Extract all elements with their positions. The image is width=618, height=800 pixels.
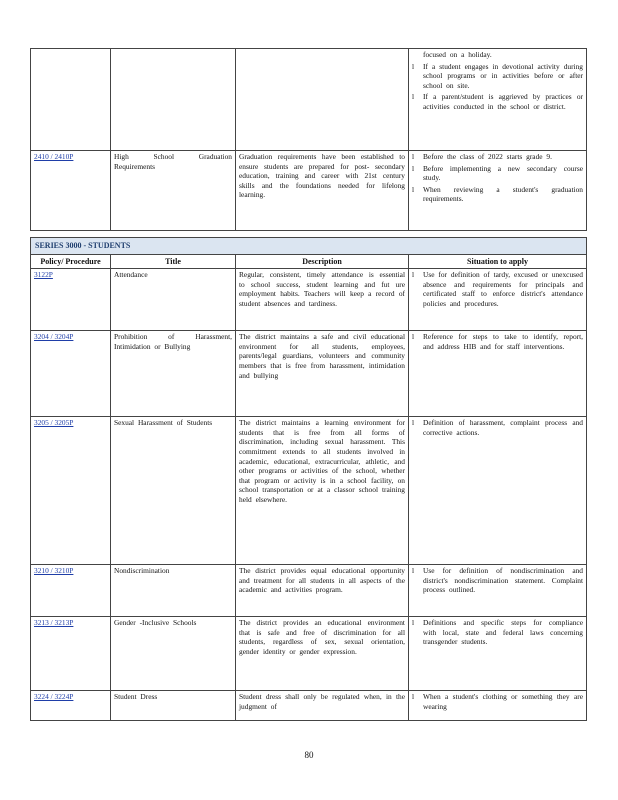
situation-list	[412, 566, 583, 595]
situation-cell	[409, 691, 587, 721]
policy-description	[236, 49, 409, 151]
policy-link[interactable]: 3204 / 3204P	[34, 332, 74, 342]
table-row	[31, 417, 587, 565]
policy-title: High School Graduation Requirements	[111, 151, 236, 231]
policy-cell	[31, 417, 111, 565]
situation-item: l If a parent/student is aggrieved by practices or activities conducted in the school or district.	[412, 92, 583, 111]
table-row	[31, 151, 587, 231]
policy-description: The district provides an educational environment that is safe and free of discrimination for all students, regardless of sex, sexual orientation, gender identity or gender expression.	[236, 617, 409, 691]
situation-list	[412, 50, 583, 112]
situation-list	[412, 152, 583, 204]
policy-cell	[31, 49, 111, 151]
policy-cell	[31, 331, 111, 417]
table-row	[31, 331, 587, 417]
table-row	[31, 269, 587, 331]
situation-cell	[409, 565, 587, 617]
policy-cell	[31, 565, 111, 617]
policy-title	[111, 49, 236, 151]
policy-link[interactable]: 2410 / 2410P	[34, 152, 74, 161]
table-row	[31, 49, 587, 151]
table-row	[31, 691, 587, 721]
situation-item: focused on a holiday.	[423, 50, 492, 59]
table-row	[31, 565, 587, 617]
policy-description: The district provides equal educational opportunity and treatment for all students in all aspects of the academic and activities program.	[236, 565, 409, 617]
policy-link[interactable]: 3205 / 3205P	[34, 418, 74, 428]
situation-list	[412, 270, 583, 308]
policy-cell	[31, 617, 111, 691]
policy-title: Gender -Inclusive Schools	[111, 617, 236, 691]
policy-title: Sexual Harassment of Students	[111, 417, 236, 565]
situation-cell	[409, 417, 587, 565]
situation-item: l Use for definition of nondiscrimination and district's nondiscrimination statement. Complaint process outlined.	[412, 566, 583, 595]
situation-item: l When a student's clothing or something they are wearing	[412, 692, 583, 711]
policy-title: Nondiscrimination	[111, 565, 236, 617]
col-header-title: Title	[111, 254, 236, 269]
situation-item: l If a student engages in devotional activity during school programs or in activities before or after school on site.	[412, 62, 583, 91]
series-heading: SERIES 3000 - STUDENTS	[31, 238, 587, 255]
situation-item: l Reference for steps to take to identify, report, and address HIB and for staff interventions.	[412, 332, 583, 351]
situation-item: l When reviewing a student's graduation requirements.	[412, 185, 583, 204]
policy-title: Prohibition of Harassment, Intimidation or Bullying	[111, 331, 236, 417]
situation-cell	[409, 151, 587, 231]
page-number: 80	[304, 750, 314, 760]
policy-title: Student Dress	[111, 691, 236, 721]
students-series-table	[30, 237, 587, 721]
situation-list	[412, 332, 583, 351]
col-header-description: Description	[236, 254, 409, 269]
policy-description: The district maintains a learning environment for students that is free from all forms of discrimination, including sexual harassment. This commitment extends to all students involved in academic, educational, extracurricular, athletic, and other programs or activities of the school, whether that program or activity is in a school facility, on school transportation or at a classor school training held elsewhere.	[236, 417, 409, 565]
policy-link[interactable]: 3213 / 3213P	[34, 618, 74, 628]
situation-item: l Definitions and specific steps for compliance with local, state and federal laws concerning transgender students.	[412, 618, 583, 647]
policy-description: Graduation requirements have been established to ensure students are prepared for post- secondary education, training and career with 21st century skills and the foundations needed for lifelong learning.	[236, 151, 409, 231]
policy-table-top	[30, 48, 587, 231]
situation-list	[412, 418, 583, 437]
table-row	[31, 617, 587, 691]
policy-link[interactable]: 3122P	[34, 270, 53, 280]
situation-list	[412, 618, 583, 647]
situation-item: l Use for definition of tardy, excused or unexcused absence and requirements for principals and certificated staff to enforce district's attendance policies and procedures.	[412, 270, 583, 308]
policy-cell	[31, 151, 111, 231]
policy-document-page	[30, 48, 586, 721]
policy-link[interactable]: 3224 / 3224P	[34, 692, 74, 702]
policy-title: Attendance	[111, 269, 236, 331]
situation-cell	[409, 617, 587, 691]
col-header-policy: Policy/ Procedure	[31, 254, 111, 269]
situation-item: l Before implementing a new secondary course study.	[412, 164, 583, 183]
policy-description: Regular, consistent, timely attendance is essential to school success, student learning and fut ure employment habits. Teachers will keep a record of student absences and tardiness.	[236, 269, 409, 331]
situation-cell	[409, 269, 587, 331]
situation-item: l Before the class of 2022 starts grade 9.	[412, 152, 583, 162]
situation-list	[412, 692, 583, 711]
policy-cell	[31, 691, 111, 721]
policy-link[interactable]: 3210 / 3210P	[34, 566, 74, 576]
policy-description: Student dress shall only be regulated when, in the judgment of	[236, 691, 409, 721]
col-header-situation: Situation to apply	[409, 254, 587, 269]
situation-item: l Definition of harassment, complaint process and corrective actions.	[412, 418, 583, 437]
policy-description: The district maintains a safe and civil educational environment for all students, employees, parents/legal guardians, volunteers and community members that is free from harassment, intimidation and bullying	[236, 331, 409, 417]
policy-cell	[31, 269, 111, 331]
situation-cell	[409, 331, 587, 417]
situation-cell	[409, 49, 587, 151]
